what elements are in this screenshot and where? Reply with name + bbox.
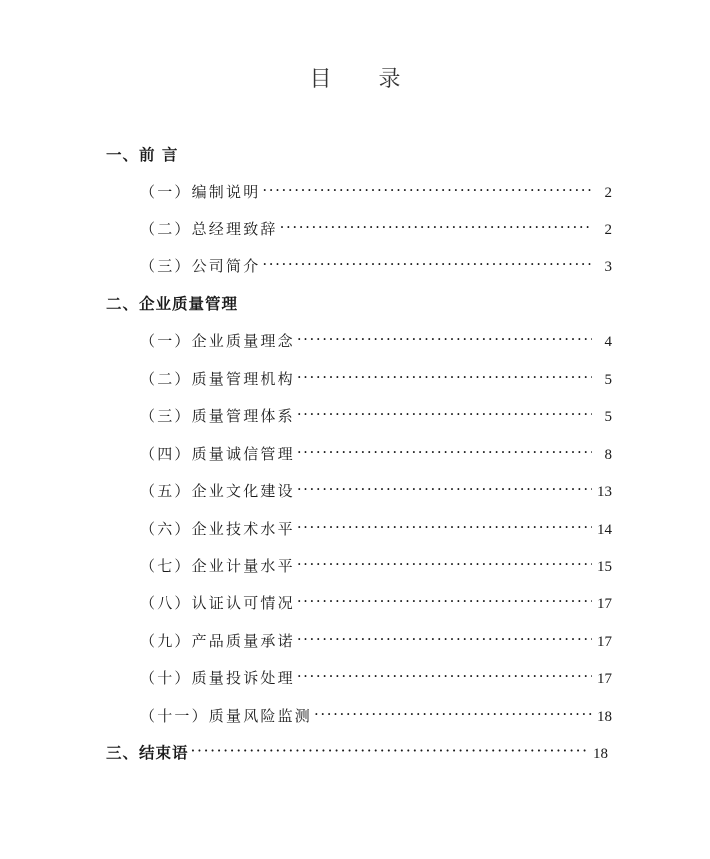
toc-page-number: 8 (604, 447, 612, 463)
toc-entry-label: （二）总经理致辞 (140, 220, 278, 238)
toc-entry-label: （一）编制说明 (140, 183, 261, 201)
toc-entry[interactable] (140, 480, 612, 502)
toc-page-number: 4 (604, 334, 612, 350)
toc-entry-label: （五）企业文化建设 (140, 482, 295, 500)
toc-entry-label: （四）质量诚信管理 (140, 445, 295, 463)
toc-entry-label: （三）公司简介 (140, 257, 261, 275)
toc-entry-label: （二）质量管理机构 (140, 370, 295, 388)
toc-entry-label: （七）企业计量水平 (140, 557, 295, 575)
dot-leader (297, 478, 592, 500)
toc-entry[interactable] (140, 218, 612, 240)
toc-page-number: 18 (593, 746, 608, 762)
toc-section-quality-management[interactable] (106, 293, 686, 315)
toc-entry[interactable] (140, 405, 612, 427)
toc-entry-label: （一）企业质量理念 (140, 332, 295, 350)
toc-entry[interactable] (140, 630, 612, 652)
toc-entry[interactable] (140, 443, 612, 465)
toc-page-number: 17 (597, 671, 612, 687)
dot-leader (280, 216, 592, 238)
toc-entry[interactable] (140, 705, 612, 727)
toc-entry[interactable] (140, 255, 612, 277)
toc-page-number: 5 (604, 372, 612, 388)
dot-leader (297, 553, 592, 575)
dot-leader (297, 366, 592, 388)
toc-entry[interactable] (140, 592, 612, 614)
toc-page-number: 18 (597, 709, 612, 725)
toc-entry-label: （八）认证认可情况 (140, 594, 295, 612)
dot-leader (297, 441, 592, 463)
toc-section-preface[interactable] (106, 144, 686, 166)
page-title: 目 录 (309, 67, 421, 92)
toc-entry[interactable] (140, 555, 612, 577)
toc-entry-label: （十一）质量风险监测 (140, 707, 313, 725)
dot-leader (314, 703, 592, 725)
dot-leader (297, 516, 592, 538)
toc-page-number: 3 (604, 259, 612, 275)
toc-entry-label: （六）企业技术水平 (140, 520, 295, 538)
toc-entry-label: （九）产品质量承诺 (140, 632, 295, 650)
toc-page-number: 13 (597, 484, 612, 500)
dot-leader (297, 628, 592, 650)
toc-entry-label: （十）质量投诉处理 (140, 669, 295, 687)
dot-leader (262, 179, 592, 201)
toc-page-number: 2 (604, 222, 612, 238)
dot-leader (297, 403, 592, 425)
toc-section-conclusion[interactable] (106, 742, 608, 764)
toc-page-number: 2 (604, 185, 612, 201)
dot-leader (297, 328, 592, 350)
toc-entry[interactable] (140, 667, 612, 689)
toc-entry[interactable] (140, 368, 612, 390)
dot-leader (191, 740, 588, 762)
toc-entry[interactable] (140, 518, 612, 540)
toc-page-number: 15 (597, 559, 612, 575)
dot-leader (297, 665, 592, 687)
dot-leader (262, 253, 592, 275)
toc-section-label: 三、结束语 (106, 743, 189, 762)
toc-section-label: 二、企业质量管理 (106, 294, 239, 313)
toc-page-number: 17 (597, 596, 612, 612)
toc-page-number: 5 (604, 409, 612, 425)
toc-entry[interactable] (140, 330, 612, 352)
toc-section-label: 一、前 言 (106, 145, 179, 164)
toc-entry-label: （三）质量管理体系 (140, 407, 295, 425)
toc-page-number: 14 (597, 522, 612, 538)
toc-entry[interactable] (140, 181, 612, 203)
toc-page-number: 17 (597, 634, 612, 650)
dot-leader (297, 590, 592, 612)
